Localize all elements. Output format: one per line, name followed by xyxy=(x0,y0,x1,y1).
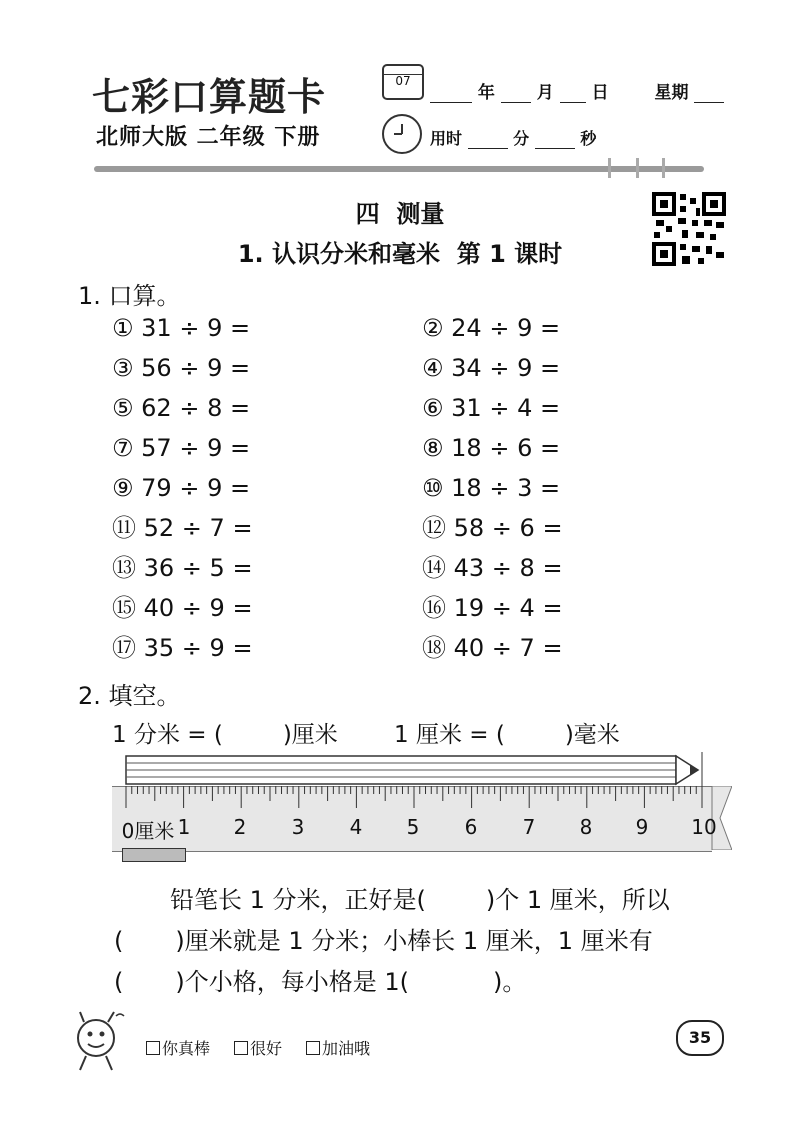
problem-number: ⑦ xyxy=(112,434,134,462)
fill-text: )毫米 xyxy=(564,722,620,748)
problem-number: ⑤ xyxy=(112,394,134,422)
ruler-label-7: 7 xyxy=(522,815,536,839)
problem-item xyxy=(422,548,722,588)
problem-item xyxy=(112,308,412,348)
problem-expression: 18 ÷ 3 = xyxy=(451,474,561,502)
rating-option[interactable] xyxy=(306,1036,370,1059)
problem-number: ⑪ xyxy=(112,514,136,542)
problem-item xyxy=(112,588,412,628)
problem-number: ⑧ xyxy=(422,434,444,462)
header-divider xyxy=(94,166,704,172)
ruler-label-0: 0厘米 xyxy=(121,819,175,843)
checkbox-icon[interactable] xyxy=(234,1041,248,1055)
ruler-label-5: 5 xyxy=(406,815,420,839)
rating-option[interactable] xyxy=(146,1036,210,1059)
problem-expression: 57 ÷ 9 = xyxy=(141,434,251,462)
fill-text: 1 分米 = ( xyxy=(112,722,223,748)
month-blank[interactable] xyxy=(501,86,531,103)
problem-expression: 58 ÷ 6 = xyxy=(453,514,563,542)
divider-tick xyxy=(662,158,665,178)
problem-expression: 40 ÷ 7 = xyxy=(453,634,563,662)
ruler-label-2: 2 xyxy=(233,815,247,839)
problem-expression: 62 ÷ 8 = xyxy=(141,394,251,422)
para-text: )个小格，每小格是 1( xyxy=(175,968,409,996)
brand-title: 七彩口算题卡 xyxy=(92,74,327,119)
seconds-blank[interactable] xyxy=(535,132,575,149)
problem-expression: 18 ÷ 6 = xyxy=(451,434,561,462)
ruler-label-3: 3 xyxy=(291,815,305,839)
ruler-label-1: 1 xyxy=(177,815,191,839)
day-label: 日 xyxy=(591,83,609,103)
problem-expression: 79 ÷ 9 = xyxy=(141,474,251,502)
problem-number: ⑨ xyxy=(112,474,134,502)
problem-item xyxy=(112,508,412,548)
problem-item xyxy=(112,548,412,588)
weekday-label: 星期 xyxy=(654,83,689,103)
para-text: 铅笔长 1 分米，正好是( xyxy=(170,886,426,914)
para-text: )。 xyxy=(493,968,527,996)
problem-item xyxy=(422,388,722,428)
problem-expression: 31 ÷ 9 = xyxy=(141,314,251,342)
problem-item xyxy=(112,348,412,388)
ruler-label-9: 9 xyxy=(635,815,649,839)
divider-tick xyxy=(608,158,611,178)
lesson-title: 1. 认识分米和毫米 第 1 课时 xyxy=(237,240,563,268)
problem-number: ① xyxy=(112,314,134,342)
problem-item xyxy=(422,508,722,548)
problem-number: ⑭ xyxy=(422,554,446,582)
problem-column-right xyxy=(422,308,722,668)
problem-item xyxy=(112,428,412,468)
problem-number: ⑯ xyxy=(422,594,446,622)
unit-title: 四 测量 xyxy=(355,200,445,228)
section-heading: 2. 填空。 xyxy=(78,682,181,710)
clock-icon xyxy=(382,114,422,154)
problem-expression: 35 ÷ 9 = xyxy=(143,634,253,662)
checkbox-icon[interactable] xyxy=(146,1041,160,1055)
ruler-label-6: 6 xyxy=(464,815,478,839)
problem-number: ③ xyxy=(112,354,134,382)
problem-number: ⑫ xyxy=(422,514,446,542)
page-number: 35 xyxy=(676,1020,724,1056)
second-label: 秒 xyxy=(580,129,597,148)
section-heading: 1. 口算。 xyxy=(78,282,181,310)
minute-label: 分 xyxy=(513,129,530,148)
problem-number: ⑰ xyxy=(112,634,136,662)
checkbox-icon[interactable] xyxy=(306,1041,320,1055)
problem-item xyxy=(422,588,722,628)
ruler-label-8: 8 xyxy=(579,815,593,839)
problem-number: ⑥ xyxy=(422,394,444,422)
problem-item xyxy=(112,388,412,428)
fill-text: )厘米 xyxy=(282,722,338,748)
month-label: 月 xyxy=(536,83,554,103)
minutes-blank[interactable] xyxy=(468,132,508,149)
problem-item xyxy=(422,628,722,668)
para-text: )个 1 厘米，所以 xyxy=(485,886,670,914)
problem-expression: 19 ÷ 4 = xyxy=(453,594,563,622)
pencil-illustration xyxy=(120,752,706,788)
problem-expression: 40 ÷ 9 = xyxy=(143,594,253,622)
problem-item xyxy=(422,348,722,388)
time-line xyxy=(430,126,596,149)
problem-expression: 36 ÷ 5 = xyxy=(143,554,253,582)
problem-expression: 56 ÷ 9 = xyxy=(141,354,251,382)
problem-number: ② xyxy=(422,314,444,342)
time-label: 用时 xyxy=(430,129,463,148)
fill-blank-1 xyxy=(112,716,338,749)
problem-column-left xyxy=(112,308,412,668)
problem-expression: 52 ÷ 7 = xyxy=(143,514,253,542)
paragraph-line-1 xyxy=(170,880,670,921)
paragraph-line-3 xyxy=(114,962,526,1003)
mascot-icon xyxy=(70,1010,126,1072)
problem-expression: 24 ÷ 9 = xyxy=(451,314,561,342)
para-text: ( xyxy=(114,927,124,955)
problem-expression: 43 ÷ 8 = xyxy=(453,554,563,582)
fill-text: 1 厘米 = ( xyxy=(394,722,505,748)
problem-item xyxy=(422,308,722,348)
ruler-label-4: 4 xyxy=(349,815,363,839)
problem-number: ④ xyxy=(422,354,444,382)
rating-option[interactable] xyxy=(234,1036,282,1059)
para-text: )厘米就是 1 分米；小棒长 1 厘米，1 厘米有 xyxy=(175,927,653,955)
year-blank[interactable] xyxy=(430,86,472,103)
problem-item xyxy=(422,468,722,508)
rating-label: 你真棒 xyxy=(162,1039,211,1058)
fill-blank-2 xyxy=(394,716,620,749)
problem-number: ⑱ xyxy=(422,634,446,662)
problem-expression: 31 ÷ 4 = xyxy=(451,394,561,422)
ruler-label-10: 10 xyxy=(691,815,717,839)
problem-number: ⑮ xyxy=(112,594,136,622)
small-stick xyxy=(122,848,186,862)
problem-number: ⑬ xyxy=(112,554,136,582)
paragraph-line-2 xyxy=(114,921,653,962)
problem-item xyxy=(422,428,722,468)
para-text: ( xyxy=(114,968,124,996)
problem-item xyxy=(112,468,412,508)
date-line xyxy=(430,78,724,103)
day-blank[interactable] xyxy=(560,86,586,103)
edition-label: 北师大版 二年级 下册 xyxy=(96,125,321,150)
calendar-day: 07 xyxy=(395,74,411,88)
divider-tick xyxy=(636,158,639,178)
weekday-blank[interactable] xyxy=(694,86,724,103)
problem-item xyxy=(112,628,412,668)
problem-number: ⑩ xyxy=(422,474,444,502)
year-label: 年 xyxy=(477,83,495,103)
rating-label: 很好 xyxy=(250,1039,283,1058)
rating-label: 加油哦 xyxy=(322,1039,371,1058)
problem-expression: 34 ÷ 9 = xyxy=(451,354,561,382)
calendar-icon xyxy=(382,64,424,100)
